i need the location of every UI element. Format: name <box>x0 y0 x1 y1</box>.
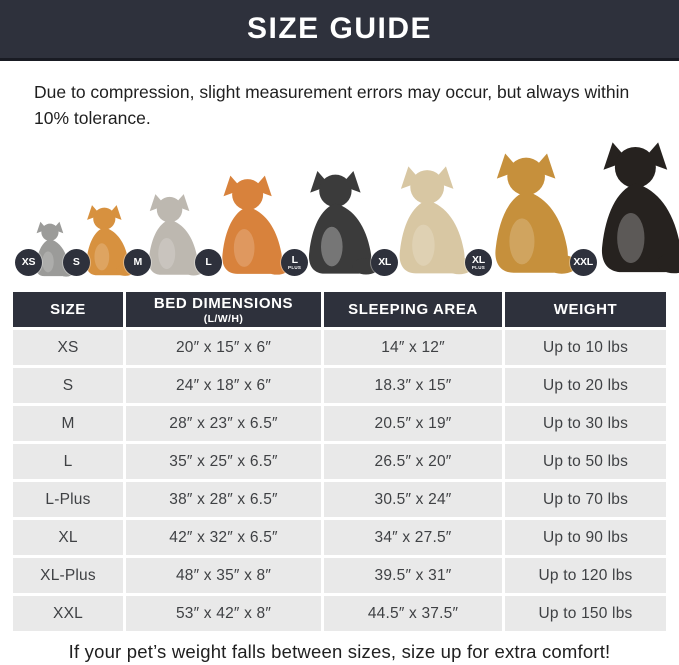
table-row <box>13 482 666 517</box>
cell-weight: Up to 120 lbs <box>505 558 666 593</box>
cell-sleeping-area: 14″ x 12″ <box>324 330 502 365</box>
golden-retriever-illustration-icon <box>478 143 583 279</box>
size-badge-label: L <box>205 256 212 269</box>
cell-bed-dimensions: 35″ x 25″ x 6.5″ <box>126 444 321 479</box>
cell-weight: Up to 70 lbs <box>505 482 666 517</box>
sizing-tip: If your pet’s weight falls between sizes, size up for extra comfort! <box>68 641 611 663</box>
cell-weight: Up to 150 lbs <box>505 596 666 631</box>
table-row <box>13 558 666 593</box>
cell-size: XS <box>13 330 123 365</box>
cell-size: S <box>13 368 123 403</box>
size-badge-l <box>195 249 222 276</box>
size-badge-label: XS <box>21 256 36 269</box>
cell-size: XL-Plus <box>13 558 123 593</box>
col-header-bed-dimensions: BED DIMENSIONS (L/W/H) <box>126 292 321 327</box>
cell-bed-dimensions: 53″ x 42″ x 8″ <box>126 596 321 631</box>
cell-sleeping-area: 34″ x 27.5″ <box>324 520 502 555</box>
size-badge-label: M <box>133 256 142 269</box>
cell-bed-dimensions: 48″ x 35″ x 8″ <box>126 558 321 593</box>
cell-weight: Up to 50 lbs <box>505 444 666 479</box>
size-badge-sublabel: PLUS <box>288 265 302 271</box>
cell-size: XL <box>13 520 123 555</box>
size-badge-label: L <box>291 253 298 266</box>
cell-bed-dimensions: 24″ x 18″ x 6″ <box>126 368 321 403</box>
pet-figure-doberman <box>573 131 679 279</box>
size-badge-s <box>63 249 90 276</box>
cell-size: L <box>13 444 123 479</box>
table-row <box>13 596 666 631</box>
cell-sleeping-area: 26.5″ x 20″ <box>324 444 502 479</box>
table-row <box>13 406 666 441</box>
labrador-illustration-icon <box>384 157 478 279</box>
size-badge-label: XL <box>472 253 485 266</box>
table-row <box>13 368 666 403</box>
size-badge-label: XL <box>378 256 392 269</box>
cell-size: L-Plus <box>13 482 123 517</box>
cell-sleeping-area: 30.5″ x 24″ <box>324 482 502 517</box>
col-header-bed-sub: (L/W/H) <box>203 312 244 325</box>
col-header-size: SIZE <box>13 292 123 327</box>
page-title: SIZE GUIDE <box>246 12 433 45</box>
cell-weight: Up to 10 lbs <box>505 330 666 365</box>
table-row <box>13 330 666 365</box>
cell-bed-dimensions: 42″ x 32″ x 6.5″ <box>126 520 321 555</box>
size-badge-xxl <box>570 249 597 276</box>
tolerance-note: Due to compression, slight measurement errors may occur, but always within 10% tolerance. <box>34 82 630 128</box>
pet-figure-labrador <box>378 157 478 279</box>
cell-sleeping-area: 39.5″ x 31″ <box>324 558 502 593</box>
cell-size: XXL <box>13 596 123 631</box>
cell-weight: Up to 30 lbs <box>505 406 666 441</box>
size-badge-sublabel: PLUS <box>471 265 486 271</box>
cell-size: M <box>13 406 123 441</box>
col-header-weight: WEIGHT <box>505 292 666 327</box>
table-header-row <box>13 292 666 327</box>
table-row <box>13 520 666 555</box>
size-table <box>10 289 669 634</box>
cell-sleeping-area: 18.3″ x 15″ <box>324 368 502 403</box>
cell-sleeping-area: 44.5″ x 37.5″ <box>324 596 502 631</box>
pet-size-illustrations <box>0 131 679 285</box>
cell-weight: Up to 20 lbs <box>505 368 666 403</box>
size-badge-xs <box>15 249 42 276</box>
pet-figure-golden-retriever <box>471 143 583 279</box>
size-badge-label: XXL <box>573 256 593 269</box>
table-row <box>13 444 666 479</box>
title-bar <box>0 0 679 61</box>
cell-bed-dimensions: 20″ x 15″ x 6″ <box>126 330 321 365</box>
cell-bed-dimensions: 38″ x 28″ x 6.5″ <box>126 482 321 517</box>
size-badge-label: S <box>72 256 80 269</box>
size-badge-xl-plus <box>465 249 492 276</box>
cell-sleeping-area: 20.5″ x 19″ <box>324 406 502 441</box>
doberman-illustration-icon <box>583 131 679 279</box>
cell-weight: Up to 90 lbs <box>505 520 666 555</box>
col-header-sleeping-area: SLEEPING AREA <box>324 292 502 327</box>
cell-bed-dimensions: 28″ x 23″ x 6.5″ <box>126 406 321 441</box>
